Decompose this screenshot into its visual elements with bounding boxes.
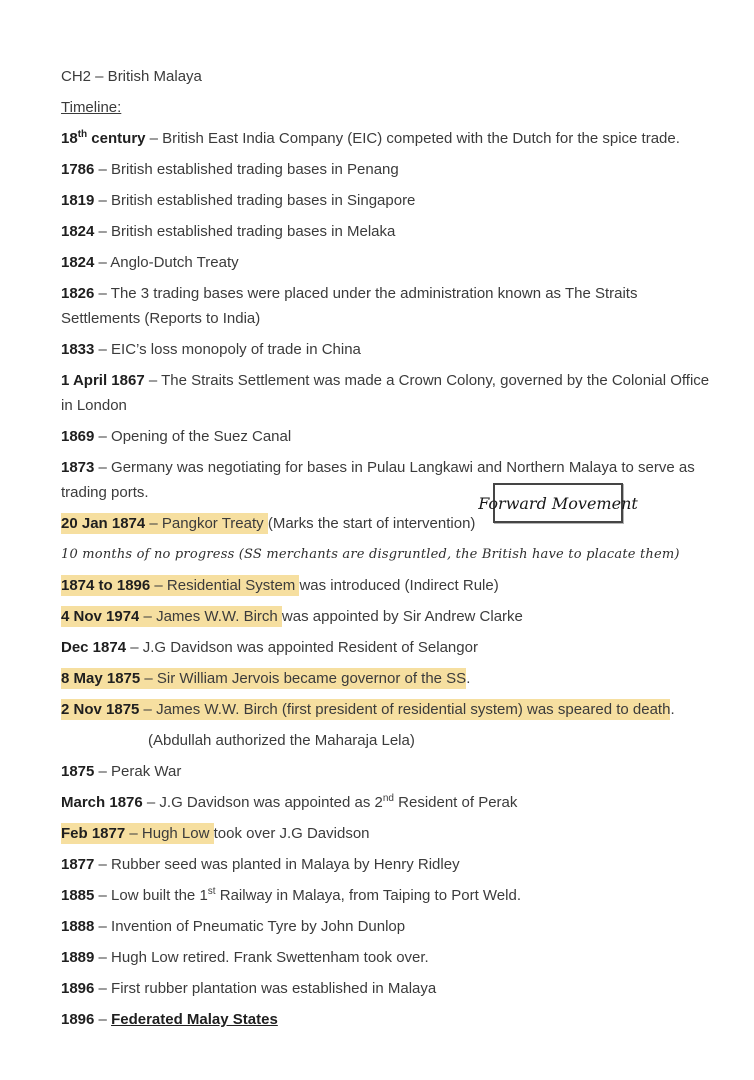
text-run: 1824	[61, 254, 95, 271]
timeline-entry	[61, 542, 726, 567]
text-run: trading ports.	[61, 484, 149, 501]
text-run: 4 Nov 1974	[61, 608, 140, 625]
text-run: 1874 to 1896	[61, 577, 151, 594]
document-content	[61, 64, 726, 1032]
text-run: Resident of Perak	[393, 794, 518, 811]
text-run: – Opening of the Suez Canal	[94, 428, 292, 445]
text-run: – Hugh Low retired. Frank Swettenham took over.	[94, 949, 429, 966]
text-run: – The Straits Settlement was made a Crown Colony, governed by the Colonial Office	[144, 372, 710, 389]
timeline-entry	[61, 424, 726, 449]
text-run: 8 May 1875	[61, 670, 141, 687]
text-run: Feb 1877	[61, 825, 126, 842]
timeline-entry	[61, 157, 726, 182]
timeline-entry	[61, 697, 726, 722]
timeline-entry	[61, 604, 726, 629]
text-run: – British established trading bases in Penang	[94, 161, 399, 178]
text-run: st	[207, 886, 216, 897]
timeline-entry	[61, 790, 726, 815]
timeline-entry	[61, 337, 726, 362]
text-run: 1896	[61, 980, 95, 997]
text-run: –	[94, 1011, 112, 1028]
text-run: 10 months of no progress (SS merchants are disgruntled, the British have to placate them)	[61, 547, 680, 562]
text-run: – Low built the 1	[94, 887, 208, 904]
text-run: – James W.W. Birch (first president of residential system) was speared to death	[139, 701, 671, 718]
text-run: 1877	[61, 856, 95, 873]
timeline-entry	[61, 666, 726, 691]
text-run: – J.G Davidson was appointed Resident of Selangor	[126, 639, 478, 656]
text-run: – Anglo-Dutch Treaty	[94, 254, 239, 271]
forward-movement-label: Forward Movement	[478, 493, 638, 513]
text-run: – Perak War	[94, 763, 182, 780]
text-run: 1833	[61, 341, 95, 358]
timeline-entry	[61, 821, 726, 846]
timeline-entry	[61, 250, 726, 275]
text-run: 1875	[61, 763, 95, 780]
text-run: 1 April 1867	[61, 372, 145, 389]
text-run: century	[87, 130, 146, 147]
timeline-heading-text: Timeline:	[61, 99, 122, 116]
timeline-entry	[61, 511, 726, 536]
timeline-entries	[61, 126, 726, 1032]
timeline-entry	[61, 976, 726, 1001]
text-run: .	[466, 670, 471, 687]
timeline-entry	[61, 219, 726, 244]
timeline-entry	[61, 728, 726, 753]
text-run: took over J.G Davidson	[213, 825, 370, 842]
text-run: – Pangkor Treaty	[145, 515, 268, 532]
text-run: 2 Nov 1875	[61, 701, 140, 718]
text-run: 1885	[61, 887, 95, 904]
text-run: 1819	[61, 192, 95, 209]
text-run: – First rubber plantation was established in Malaya	[94, 980, 437, 997]
timeline-entry	[61, 883, 726, 908]
text-run: – Residential System	[150, 577, 300, 594]
timeline-entry	[61, 188, 726, 213]
text-run: – Germany was negotiating for bases in Pulau Langkawi and Northern Malaya to serve as	[94, 459, 695, 476]
timeline-entry	[61, 368, 726, 418]
text-run: was appointed by Sir Andrew Clarke	[281, 608, 523, 625]
timeline-entry	[61, 914, 726, 939]
text-run: 1896	[61, 1011, 95, 1028]
timeline-entry	[61, 126, 726, 151]
timeline-entry	[61, 852, 726, 877]
text-run: .	[670, 701, 675, 718]
text-run: – Sir William Jervois became governor of the SS	[140, 670, 467, 687]
text-run: – British East India Company (EIC) competed with the Dutch for the spice trade.	[145, 130, 680, 147]
text-run: – British established trading bases in Melaka	[94, 223, 396, 240]
text-run: 1889	[61, 949, 95, 966]
timeline-entry	[61, 635, 726, 660]
timeline-entry	[61, 573, 726, 598]
timeline-entry	[61, 945, 726, 970]
text-run: Federated Malay States	[111, 1011, 278, 1028]
text-run: – The 3 trading bases were placed under the administration known as The Straits	[94, 285, 638, 302]
text-run: in London	[61, 397, 127, 414]
text-run: (Abdullah authorized the Maharaja Lela)	[148, 732, 415, 749]
text-run: Settlements (Reports to India)	[61, 310, 261, 327]
text-run: 1824	[61, 223, 95, 240]
timeline-heading	[61, 95, 726, 120]
forward-movement-callout	[478, 483, 638, 523]
text-run: – J.G Davidson was appointed as 2	[142, 794, 383, 811]
text-run: nd	[382, 793, 394, 804]
timeline-entry	[61, 1007, 726, 1032]
text-run: (Marks the start of intervention)	[267, 515, 476, 532]
text-run: 18	[61, 130, 78, 147]
text-run: – Hugh Low	[125, 825, 214, 842]
text-run: 1873	[61, 459, 95, 476]
text-run: 1888	[61, 918, 95, 935]
text-run: Dec 1874	[61, 639, 127, 656]
text-run: 20 Jan 1874	[61, 515, 146, 532]
text-run: – Invention of Pneumatic Tyre by John Dunlop	[94, 918, 406, 935]
text-run: Railway in Malaya, from Taiping to Port Weld.	[215, 887, 521, 904]
text-run: was introduced (Indirect Rule)	[299, 577, 499, 594]
text-run: 1869	[61, 428, 95, 445]
text-run: March 1876	[61, 794, 143, 811]
text-run: – EIC’s loss monopoly of trade in China	[94, 341, 361, 358]
text-run: 1786	[61, 161, 95, 178]
text-run: – James W.W. Birch	[139, 608, 282, 625]
timeline-entry	[61, 281, 726, 331]
text-run: – British established trading bases in Singapore	[94, 192, 416, 209]
timeline-entry	[61, 759, 726, 784]
text-run: – Rubber seed was planted in Malaya by Henry Ridley	[94, 856, 460, 873]
text-run: th	[77, 129, 88, 140]
page-title: CH2 – British Malaya	[61, 68, 202, 85]
text-run: 1826	[61, 285, 95, 302]
